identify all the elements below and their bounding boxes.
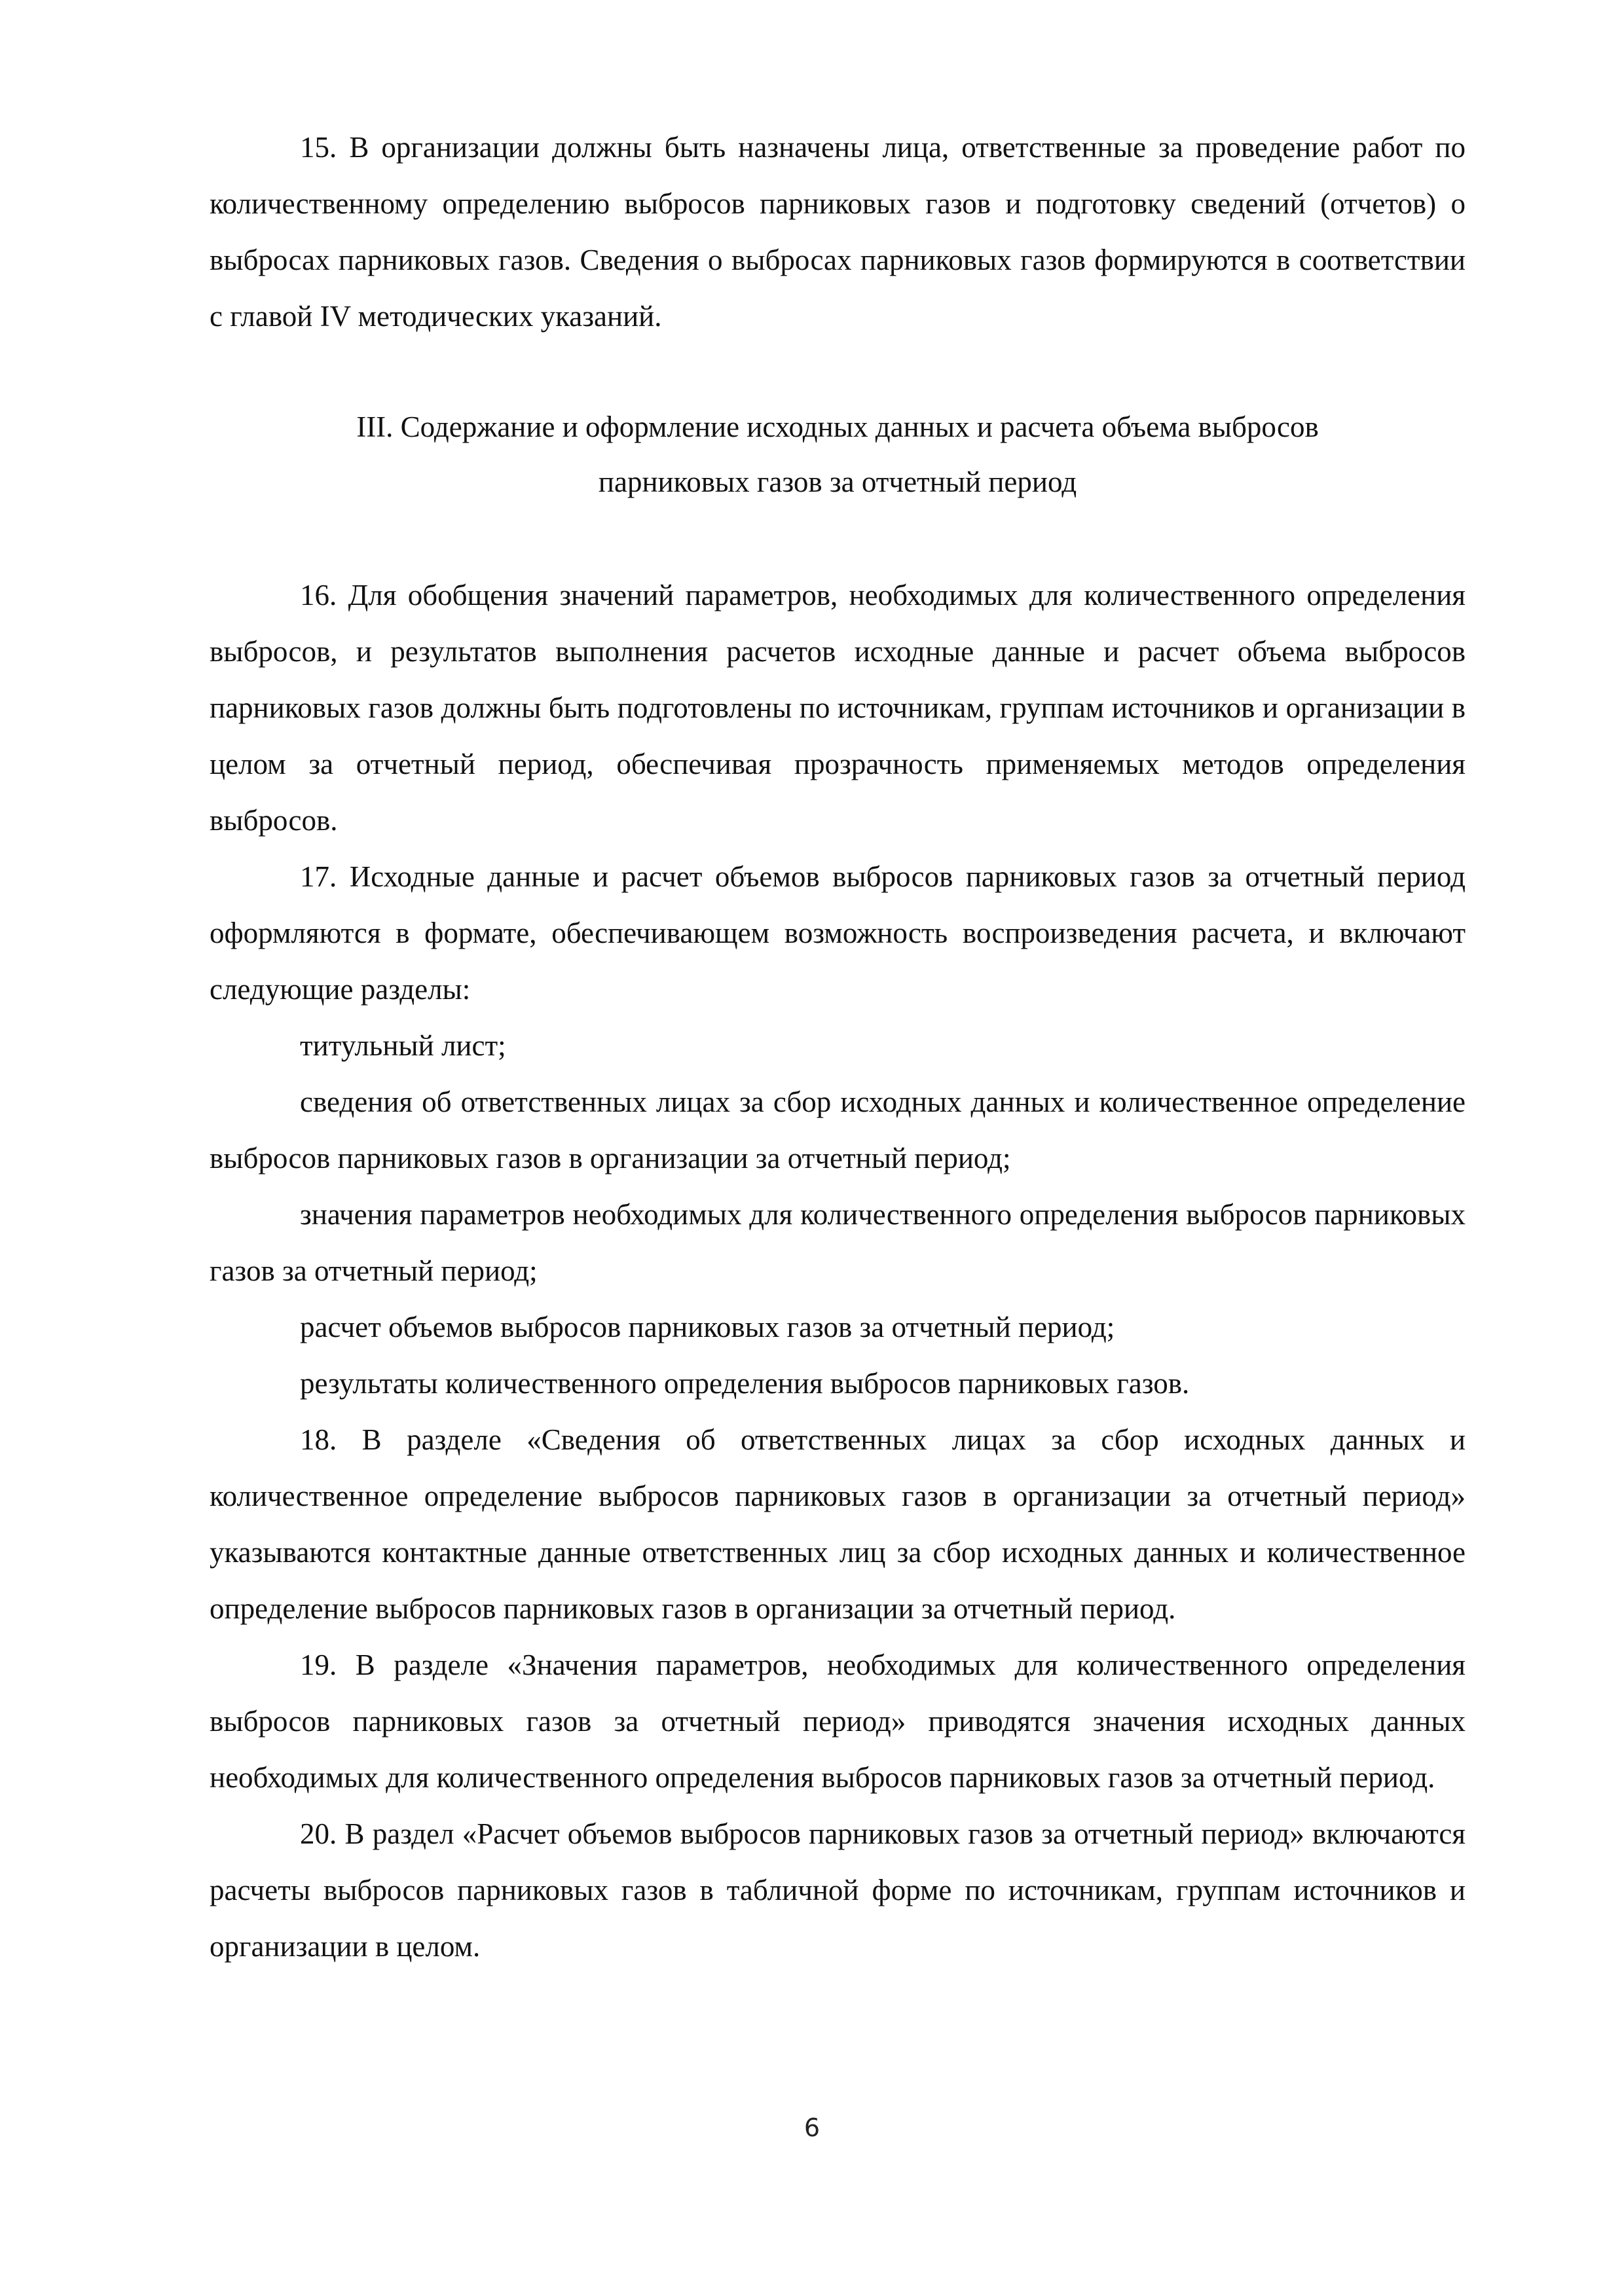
page-number: 6: [803, 2113, 821, 2142]
list-item-responsible-persons: сведения об ответственных лицах за сбор исходных данных и количественное определение выбросов парниковых газов в организации за отчетный период;: [210, 1085, 1466, 1175]
paragraph-15: 15. В организации должны быть назначены лица, ответственные за проведение работ по количественному определению выбросов парниковых газов и подготовку сведений (отчетов) о выбросах парниковых газов. Сведения о выбросах парниковых газов формируются в соответствии с главой IV методических указаний.: [210, 131, 1466, 333]
paragraph-20: 20. В раздел «Расчет объемов выбросов парниковых газов за отчетный период» включаются расчеты выбросов парниковых газов в табличной форме по источникам, группам источников и организации в целом.: [210, 1817, 1466, 1963]
list-item-parameter-values: значения параметров необходимых для количественного определения выбросов парниковых газов за отчетный период;: [210, 1198, 1466, 1287]
list-item-emission-calculation: расчет объемов выбросов парниковых газов за отчетный период;: [300, 1311, 1115, 1343]
section-heading-line-2: парниковых газов за отчетный период: [598, 465, 1077, 498]
section-heading-line-1: III. Содержание и оформление исходных данных и расчета объема выбросов: [356, 410, 1319, 443]
text-block-top: [210, 119, 1466, 344]
paragraph-17: 17. Исходные данные и расчет объемов выбросов парниковых газов за отчетный период оформляются в формате, обеспечивающем возможность воспроизведения расчета, и включают следующие разделы:: [210, 860, 1466, 1006]
section-heading: [210, 399, 1466, 509]
list-item-title-page: титульный лист;: [300, 1029, 506, 1062]
list-item-results: результаты количественного определения выбросов парниковых газов.: [300, 1367, 1190, 1400]
text-block-main: [210, 567, 1466, 1975]
paragraph-18: 18. В разделе «Сведения об ответственных лицах за сбор исходных данных и количественное определение выбросов парниковых газов в организации за отчетный период» указываются контактные данные ответственных лиц за сбор исходных данных и количественное определение выбросов парниковых газов в организации за отчетный период.: [210, 1423, 1466, 1625]
paragraph-16: 16. Для обобщения значений параметров, необходимых для количественного определения выбросов, и результатов выполнения расчетов исходные данные и расчет объема выбросов парниковых газов должны быть подготовлены по источникам, группам источников и организации в целом за отчетный период, обеспечивая прозрачность применяемых методов определения выбросов.: [210, 579, 1466, 837]
paragraph-19: 19. В разделе «Значения параметров, необходимых для количественного определения выбросов парниковых газов за отчетный период» приводятся значения исходных данных необходимых для количественного определения выбросов парниковых газов за отчетный период.: [210, 1649, 1466, 1794]
